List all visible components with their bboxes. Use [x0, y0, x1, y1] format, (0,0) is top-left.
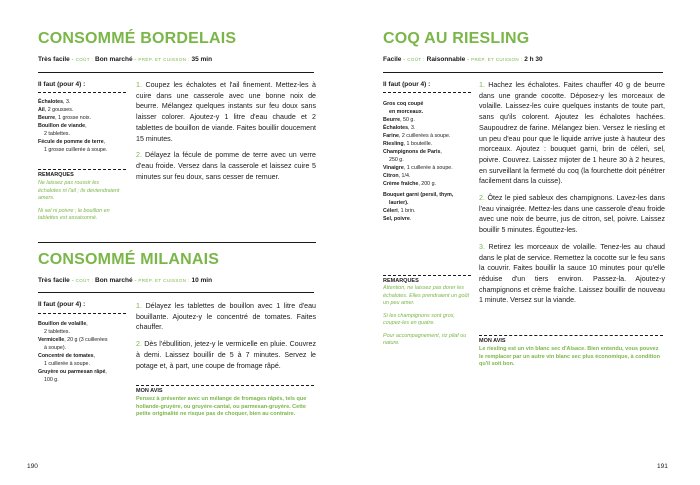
dashed-divider	[38, 92, 126, 93]
remarques-header: REMARQUES	[38, 172, 74, 178]
step: 2. Ôtez le pied sableux des champignons. Lavez-les dans l'eau vinaigrée. Mettez-les dans une casserole d'eau froide avec une noix de beurre, jus de citron, sel, poivre. Laissez bouillir 5 minutes. Égouttez-les.	[479, 194, 665, 235]
ingredient-detail: 100 g.	[44, 377, 59, 383]
mon-avis-coq-au-riesling: Le riesling est un vin blanc sec d'Alsace. Bien entendu, vous pouvez le remplacer par un autre vin blanc sec plus économique, à condition qu'il soit bon.	[479, 346, 660, 368]
ingredient: Échalotes, 3.	[38, 99, 71, 105]
ingredient-detail: laurier).	[389, 200, 409, 206]
step: 1. Hachez les échalotes. Faites chauffer 40 g de beurre dans une grande cocotte. Déposez-y les morceaux de volaille. Laissez-les cuire quelques instants de toute part, sans qu'ils colorent. Ajoutez les échalotes hachées. Saupoudrez de farine. Mélangez bien. Versez le riesling et un peu d'eau pour que le liquide arrive juste à hauteur des morceaux. Ajoutez : bouquet garni, brin de céleri, sel, poivre. Couvrez. Laissez mijoter de 1 heure 30 à 2 heures, en surveillant la fermeté du coq (la fourchette doit pénétrer facilement dans la cuisse).	[479, 81, 665, 186]
step: 1. Délayez les tablettes de bouillon avec 1 litre d'eau bouillante. Ajoutez-y le concentré de tomates. Faites chauffer.	[136, 302, 316, 332]
ingredient: Crème fraîche, 200 g.	[383, 181, 437, 187]
ingredient-detail: 1 cuillerée à soupe.	[44, 361, 90, 367]
remark: Pour accompagnement, riz pilaf ou nature.	[383, 332, 467, 346]
ingredient-detail: à soupe).	[44, 345, 67, 351]
step: 2. Dès l'ébullition, jetez-y le vermicelle en pluie. Couvrez à demi. Laissez bouillir de 5 à 7 minutes. Servez le potage et, à part, une coupe de fromage râpé.	[136, 340, 316, 370]
difficulty: Facile	[383, 56, 402, 63]
time: 2 h 30	[524, 56, 543, 63]
ingredient: Riesling, 1 bouteille.	[383, 141, 433, 147]
section-divider	[38, 242, 316, 243]
ingredients-header: Il faut (pour 4) :	[38, 301, 86, 308]
steps-coq-au-riesling	[479, 80, 665, 312]
ingredient: Bouillon de volaille,	[38, 321, 88, 327]
difficulty: Très facile	[38, 277, 70, 284]
dashed-divider	[38, 313, 126, 314]
ingredients-list-consomme-bordelais	[38, 98, 130, 154]
ingredient: Concentré de tomates,	[38, 353, 96, 359]
dashed-divider	[479, 335, 663, 336]
recipe-meta-coq-au-riesling: Facile - COÛT : Raisonnable - PRÉP. ET CUISSON : 2 h 30	[383, 56, 543, 63]
prep-label: PRÉP. ET CUISSON :	[138, 278, 190, 283]
divider	[38, 292, 314, 293]
ingredients-list-coq-au-riesling	[383, 100, 477, 223]
mon-avis-header: MON AVIS	[479, 338, 506, 344]
ingredient: Farine, 2 cuillerées à soupe.	[383, 133, 451, 139]
ingredient-detail: 1 grosse cuillerée à soupe.	[44, 147, 108, 153]
dashed-divider	[38, 169, 126, 170]
ingredient-detail: en morceaux.	[389, 109, 424, 115]
ingredient-detail: 2 tablettes.	[44, 329, 70, 335]
cout-label: COÛT :	[75, 278, 94, 283]
page-number-right: 191	[657, 463, 668, 470]
cost: Bon marché	[95, 277, 133, 284]
dashed-divider	[136, 385, 314, 386]
cout-label: COÛT :	[75, 57, 94, 62]
step: 3. Retirez les morceaux de volaille. Tenez-les au chaud dans le plat de service. Remettez la cocotte sur le feu sans la couvrir. Faites bouillir la sauce 10 minutes pour qu'elle réduise d'un tiers environ. Passez-la. Ajoutez-y champignons et crème fraîche. Laissez bouillir de nouveau 1 minute. Versez sur la viande.	[479, 242, 665, 305]
ingredient: Citron, 1/4.	[383, 173, 411, 179]
step: 1. Coupez les échalotes et l'ail finement. Mettez-les à cuire dans une casserole avec une bonne noix de beurre. Mélangez quelques instants sur feu doux sans laisser colorer. Ajoutez-y 1 litre d'eau chaude et 2 tablettes de bouillon de viande. Faites bouillir doucement 15 minutes.	[136, 81, 316, 143]
recipe-title-coq-au-riesling: COQ AU RIESLING	[383, 30, 530, 47]
ingredients-header: Il faut (pour 4) :	[383, 81, 431, 88]
ingredient: Bouillon de viande,	[38, 123, 87, 129]
dashed-divider	[383, 92, 471, 93]
divider	[383, 72, 663, 73]
remarques-consomme-bordelais	[38, 180, 122, 223]
ingredient: Vermicelle, 20 g (3 cuillerées	[38, 337, 108, 343]
steps-consomme-milanais	[136, 301, 316, 377]
remarques-header: REMARQUES	[383, 278, 419, 284]
ingredient: Gruyère ou parmesan râpé,	[38, 369, 107, 375]
prep-label: PRÉP. ET CUISSON :	[138, 57, 190, 62]
ingredients-header: Il faut (pour 4) :	[38, 81, 86, 88]
step: 2. Délayez la fécule de pomme de terre avec un verre d'eau froide. Versez dans la casserole et laissez cuire 5 minutes sur feu doux, sans cesser de remuer.	[136, 151, 316, 181]
ingredient: Beurre, 50 g.	[383, 117, 415, 123]
ingredient: Champignons de Paris,	[383, 149, 442, 155]
cout-label: COÛT :	[407, 57, 425, 62]
cost: Raisonnable	[426, 56, 466, 63]
ingredients-list-consomme-milanais	[38, 320, 132, 384]
ingredient: Bouquet garni (persil, thym,	[383, 192, 454, 198]
prep-label: PRÉP. ET CUISSON :	[471, 57, 523, 62]
ingredient: Sel, poivre.	[383, 216, 412, 222]
recipe-meta-consomme-milanais: Très facile - COÛT : Bon marché - PRÉP. ET CUISSON : 10 min	[38, 277, 213, 284]
mon-avis-consomme-milanais: Pensez à présenter avec un mélange de fromages râpés, tels que hollande-gruyère, ou gruyère-cantal, ou parmesan-gruyère. Cette petite originalité ne risque pas de choquer, bien au contraire.	[136, 396, 307, 418]
steps-consomme-bordelais	[136, 80, 316, 188]
remark: Ni sel ni poivre ; le bouillon en tablettes est assaisonné.	[38, 207, 110, 221]
ingredient-detail: 2 tablettes.	[44, 131, 70, 137]
dashed-divider	[383, 275, 471, 276]
remark: Ne laissez pas roussir les échalotes ni l'ail ; ils deviendraient amers.	[38, 180, 120, 201]
remark: Si les champignons sont gros, coupez-les en quatre.	[383, 312, 455, 326]
ingredient: Gros coq coupé	[383, 101, 424, 107]
recipe-title-consomme-bordelais: CONSOMMÉ BORDELAIS	[38, 30, 237, 47]
cost: Bon marché	[95, 56, 133, 63]
time: 10 min	[191, 277, 213, 284]
ingredient: Céleri, 1 brin.	[383, 208, 416, 214]
time: 35 min	[191, 56, 213, 63]
ingredient: Ail, 2 gousses.	[38, 107, 74, 113]
ingredient: Échalotes, 3.	[383, 125, 416, 131]
ingredient-detail: 250 g.	[389, 157, 404, 163]
page-number-left: 190	[27, 463, 38, 470]
remark: Attention, ne laissez pas dorer les échalotes. Elles prendraient un goût un peu amer.	[383, 285, 470, 306]
ingredient: Fécule de pomme de terre,	[38, 139, 106, 145]
mon-avis-header: MON AVIS	[136, 388, 163, 394]
difficulty: Très facile	[38, 56, 70, 63]
divider	[38, 72, 314, 73]
ingredient: Vinaigre, 1 cuillerée à soupe.	[383, 165, 453, 171]
remarques-coq-au-riesling	[383, 285, 471, 348]
recipe-meta-consomme-bordelais: Très facile - COÛT : Bon marché - PRÉP. ET CUISSON : 35 min	[38, 56, 213, 63]
ingredient: Beurre, 1 grosse noix.	[38, 115, 91, 121]
recipe-title-consomme-milanais: CONSOMMÉ MILANAIS	[38, 251, 220, 268]
